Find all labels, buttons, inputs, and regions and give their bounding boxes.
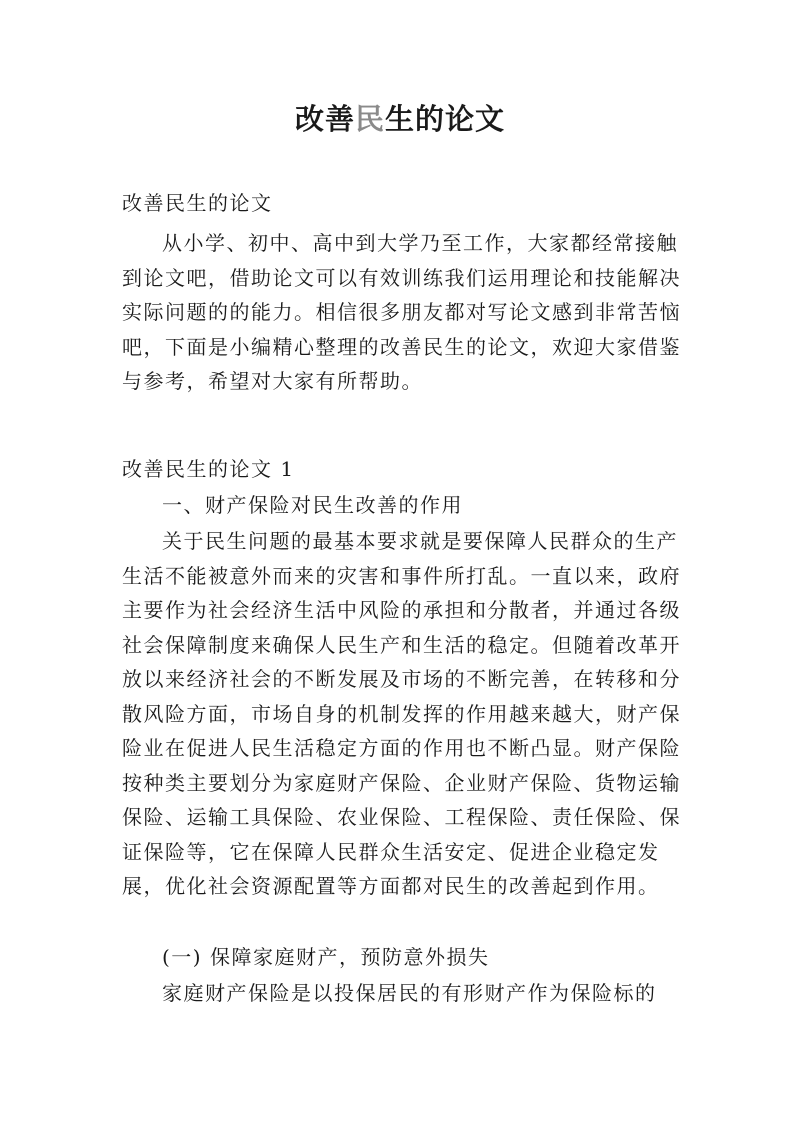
- paragraph-2: 家庭财产保险是以投保居民的有形财产作为保险标的: [162, 981, 657, 1005]
- intro-heading: 改善民生的论文: [122, 191, 273, 215]
- title-part-1: 改善: [294, 102, 355, 136]
- section-heading-1: 改善民生的论文 1: [122, 457, 295, 481]
- subheading-2: (一) 保障家庭财产，预防意外损失: [162, 945, 490, 969]
- title-part-2: 生的论文: [385, 102, 506, 136]
- subheading-1: 一、财产保险对民生改善的作用: [162, 493, 463, 517]
- paragraph-1: 关于民生问题的最基本要求就是要保障人民群众的生产生活不能被意外而来的灾害和事件所打乱。一直以来，政府主要作为社会经济生活中风险的承担和分散者，并通过各级社会保障制度来确保人民生产和生活的稳定。但随着改革开放以来经济社会的不断发展及市场的不断完善，在转移和分散风险方面，市场自身的机制发挥的作用越来越大，财产保险业在促进人民生活稳定方面的作用也不断凸显。财产保险按种类主要划分为家庭财产保险、企业财产保险、货物运输保险、运输工具保险、农业保险、工程保险、责任保险、保证保险等，它在保障人民群众生活安定、促进企业稳定发展，优化社会资源配置等方面都对民生的改善起到作用。: [122, 529, 681, 898]
- page-title: [0, 98, 800, 140]
- intro-paragraph: 从小学、初中、高中到大学乃至工作，大家都经常接触到论文吧，借助论文可以有效训练我们运用理论和技能解决实际问题的的能力。相信很多朋友都对写论文感到非常苦恼吧，下面是小编精心整理的改善民生的论文，欢迎大家借鉴与参考，希望对大家有所帮助。: [122, 231, 681, 393]
- title-highlight-char: 民: [354, 102, 385, 136]
